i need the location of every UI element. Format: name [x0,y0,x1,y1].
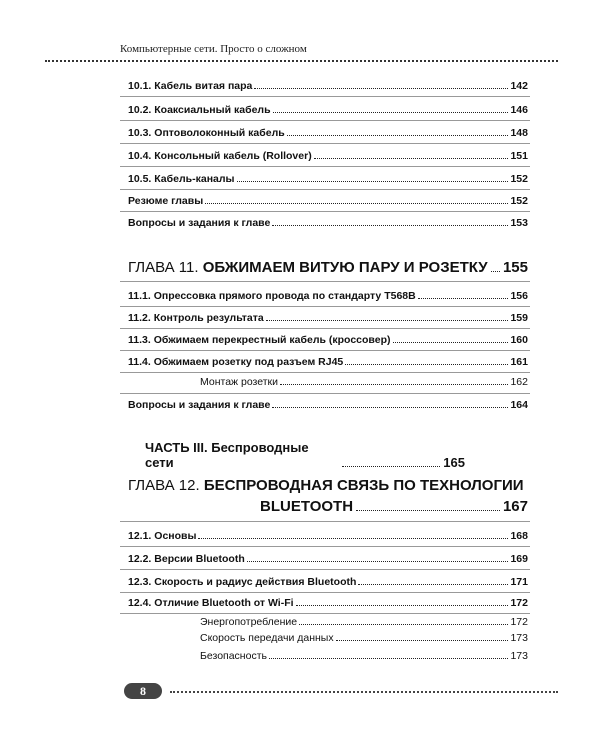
entry-divider [120,350,530,351]
dot-leader [266,320,509,321]
toc-entry-title: 10.5. Кабель-каналы [128,173,235,185]
toc-entry-title: Скорость передачи данных [200,632,334,644]
chapter-prefix: ГЛАВА 12. [128,477,200,494]
toc-subentry[interactable] [200,376,528,388]
footer-divider [170,691,558,693]
chapter-prefix: ГЛАВА 11. [128,259,199,276]
toc-entry-title: Монтаж розетки [200,376,278,388]
dot-leader [287,135,509,136]
toc-entry[interactable] [128,597,528,609]
toc-entry[interactable] [128,576,528,588]
dot-leader [491,271,500,272]
toc-entry-title: 12.2. Версии Bluetooth [128,553,245,565]
toc-entry-title: 10.4. Консольный кабель (Rollover) [128,150,312,162]
toc-entry-title: 12.1. Основы [128,530,197,542]
toc-entry[interactable] [128,399,528,411]
toc-entry[interactable] [128,356,528,368]
toc-entry-title: 12.4. Отличие Bluetooth от Wi-Fi [128,597,294,609]
chapter-title-line2: BLUETOOTH [260,498,354,515]
toc-entry[interactable] [128,150,528,162]
entry-divider [120,613,530,614]
toc-entry-title: 10.3. Оптоволоконный кабель [128,127,285,139]
toc-entry-page: 173 [510,632,528,644]
toc-entry-page: 152 [510,195,528,207]
toc-entry-title: Энергопотребление [200,616,298,628]
toc-entry-page: 172 [510,616,528,628]
dot-leader [205,203,508,204]
toc-entry-page: 142 [510,80,528,92]
toc-entry[interactable] [128,173,528,185]
dot-leader [269,658,508,659]
toc-entry[interactable] [128,80,528,92]
toc-entry-page: 148 [510,127,528,139]
part-page: 165 [443,455,465,470]
dot-leader [314,158,509,159]
toc-subentry[interactable] [200,632,528,644]
entry-divider [120,143,530,144]
toc-entry[interactable] [128,290,528,302]
toc-entry-title: 11.4. Обжимаем розетку под разъем RJ45 [128,356,344,368]
dot-leader [336,640,509,641]
toc-entry[interactable] [128,334,528,346]
entry-divider [120,96,530,97]
dot-leader [296,605,509,606]
dot-leader [393,342,509,343]
toc-entry-title: 11.3. Обжимаем перекрестный кабель (кроссовер) [128,334,391,346]
entry-divider [120,328,530,329]
toc-entry[interactable] [128,530,528,542]
entry-divider [120,521,530,522]
entry-divider [120,372,530,373]
entry-divider [120,189,530,190]
toc-entry-page: 173 [510,650,528,662]
toc-entry-page: 168 [510,530,528,542]
chapter-title: ОБЖИМАЕМ ВИТУЮ ПАРУ И РОЗЕТКУ [202,259,488,276]
toc-entry-title: 12.3. Скорость и радиус действия Bluetooth [128,576,357,588]
toc-entry[interactable] [128,104,528,116]
toc-entry-title: 11.1. Опрессовка прямого провода по стандарту T568B [128,290,416,302]
dot-leader [358,584,508,585]
entry-divider [120,592,530,593]
dot-leader [273,112,509,113]
toc-entry[interactable] [128,217,528,229]
toc-entry-title: 10.1. Кабель витая пара [128,80,253,92]
toc-entry-page: 164 [510,399,528,411]
dot-leader [299,624,508,625]
toc-entry-page: 171 [510,576,528,588]
entry-divider [120,120,530,121]
chapter-heading-text [128,259,488,276]
toc-entry-page: 172 [510,597,528,609]
dot-leader [272,225,508,226]
toc-entry[interactable] [128,553,528,565]
header-divider [45,60,558,62]
dot-leader [418,298,509,299]
toc-entry-page: 153 [510,217,528,229]
entry-divider [120,546,530,547]
chapter-page: 167 [502,498,528,515]
toc-subentry[interactable] [200,650,528,662]
toc-entry-page: 146 [510,104,528,116]
dot-leader [247,561,509,562]
toc-entry[interactable] [128,195,528,207]
entry-divider [120,211,530,212]
toc-entry-title: 10.2. Коаксиальный кабель [128,104,271,116]
toc-entry-page: 169 [510,553,528,565]
toc-entry-title: Резюме главы [128,195,204,207]
dot-leader [345,364,508,365]
entry-divider [120,281,530,282]
dot-leader [237,181,509,182]
entry-divider [120,306,530,307]
toc-entry-title: 11.2. Контроль результата [128,312,264,324]
entry-divider [120,393,530,394]
toc-entry-title: Вопросы и задания к главе [128,217,271,229]
part-heading[interactable] [145,440,465,470]
toc-entry-page: 161 [510,356,528,368]
entry-divider [120,166,530,167]
chapter-heading[interactable] [128,477,528,515]
chapter-heading-line1 [128,477,528,494]
running-header: Компьютерные сети. Просто о сложном [120,43,307,55]
toc-subentry[interactable] [200,616,528,628]
toc-entry-page: 162 [510,376,528,388]
toc-entry[interactable] [128,312,528,324]
page-number-badge: 8 [124,683,162,699]
toc-entry-page: 160 [510,334,528,346]
toc-entry-title: Безопасность [200,650,267,662]
toc-entry[interactable] [128,127,528,139]
toc-entry-page: 159 [510,312,528,324]
chapter-page: 155 [502,259,528,276]
dot-leader [356,510,500,511]
dot-leader [272,407,508,408]
dot-leader [342,466,441,467]
dot-leader [254,88,508,89]
part-title: ЧАСТЬ III. Беспроводные сети [145,440,309,470]
dot-leader [280,384,508,385]
dot-leader [198,538,508,539]
chapter-heading[interactable] [128,259,528,276]
toc-entry-page: 152 [510,173,528,185]
toc-entry-title: Вопросы и задания к главе [128,399,271,411]
chapter-title: БЕСПРОВОДНАЯ СВЯЗЬ ПО ТЕХНОЛОГИИ [203,477,524,494]
toc-entry-page: 151 [510,150,528,162]
toc-entry-page: 156 [510,290,528,302]
entry-divider [120,569,530,570]
